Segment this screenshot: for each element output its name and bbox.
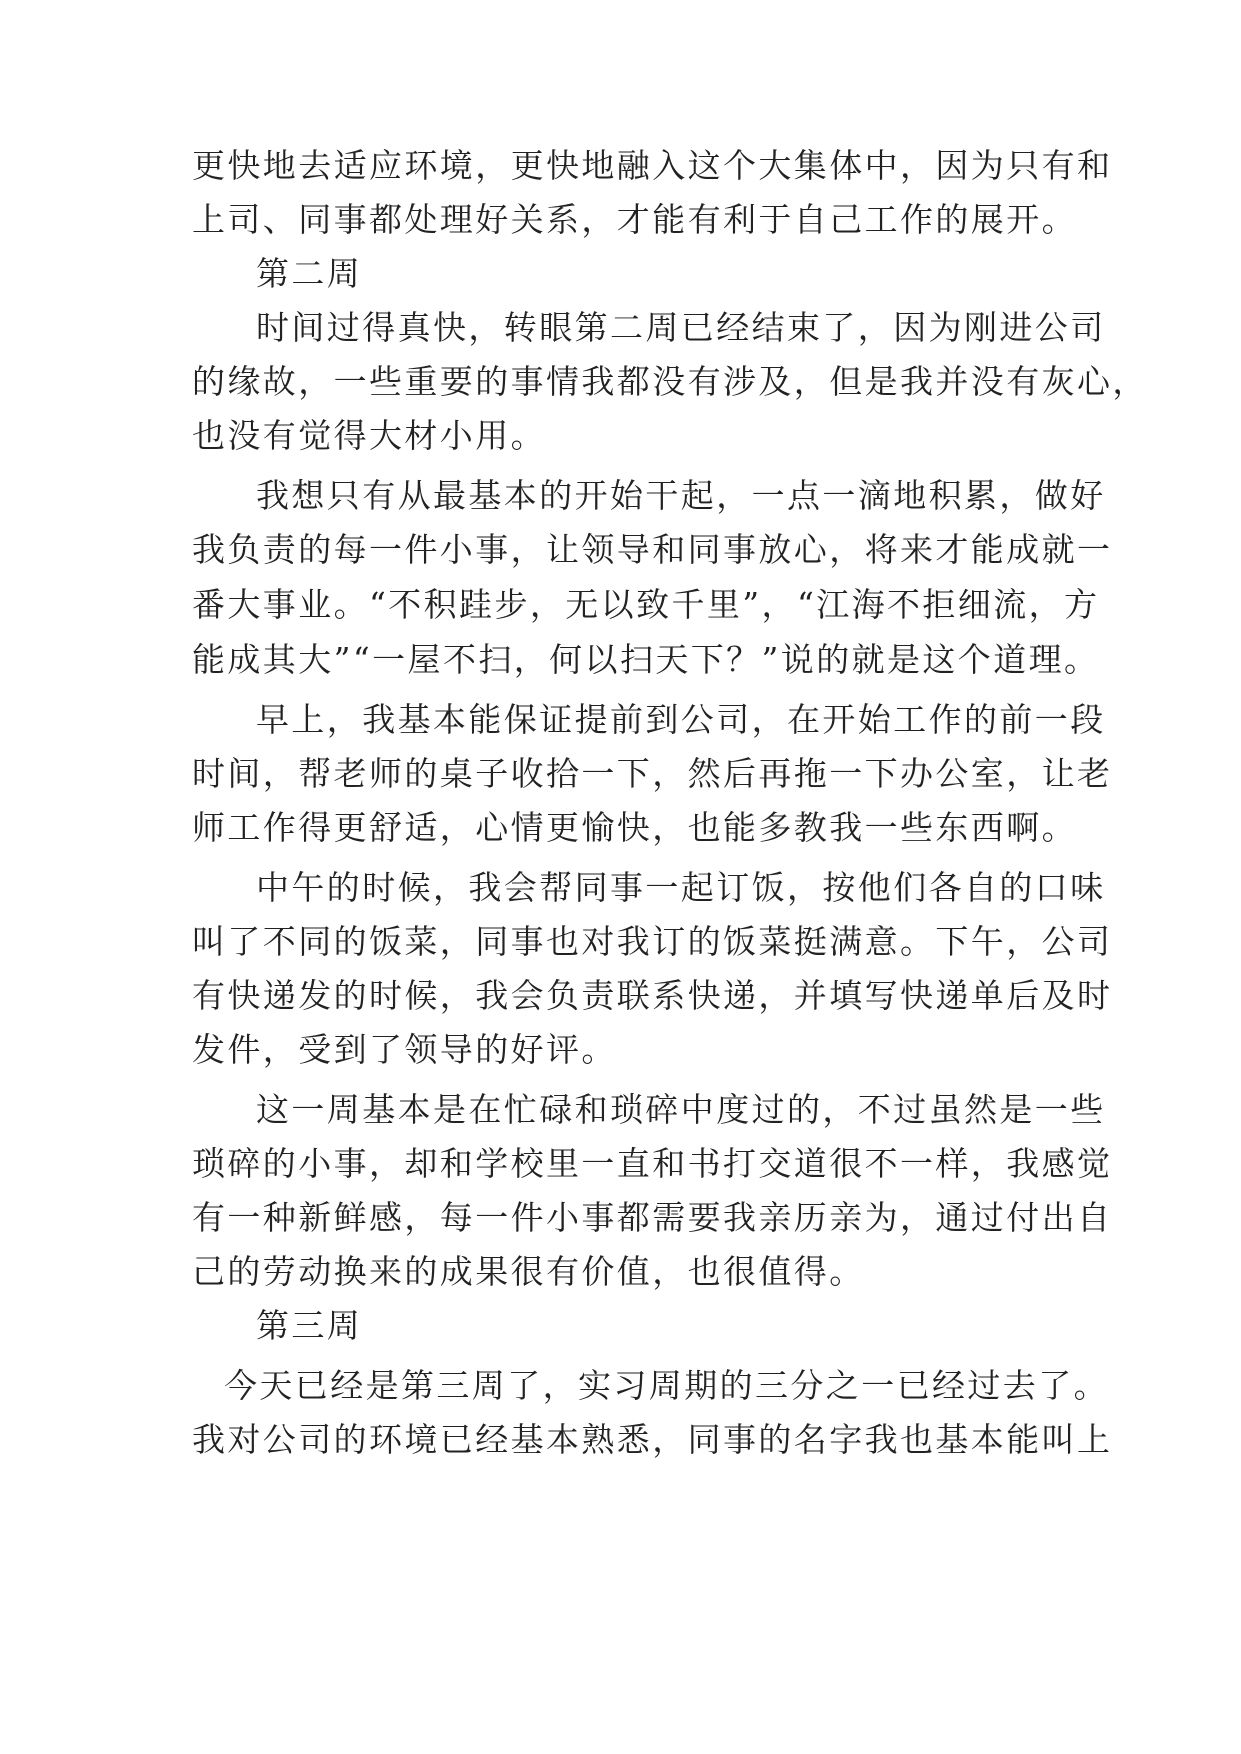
- text-line: 早上，我基本能保证提前到公司，在开始工作的前一段: [256, 700, 1106, 739]
- text-line: 能成其大”“一屋不扫，何以扫天下？”说的就是这个道理。: [192, 640, 1100, 679]
- text-line: 师工作得更舒适，心情更愉快，也能多教我一些东西啊。: [192, 808, 1077, 847]
- text-line: 有一种新鲜感，每一件小事都需要我亲历亲为，通过付出自: [192, 1198, 1113, 1237]
- text-line: 己的劳动换来的成果很有价值，也很值得。: [192, 1252, 865, 1291]
- text-line: 发件，受到了领导的好评。: [192, 1030, 617, 1069]
- text-line: 更快地去适应环境，更快地融入这个大集体中，因为只有和: [192, 146, 1113, 185]
- text-line: 时间，帮老师的桌子收拾一下，然后再拖一下办公室，让老: [192, 754, 1113, 793]
- text-line: 今天已经是第三周了，实习周期的三分之一已经过去了。: [224, 1366, 1109, 1405]
- text-line: 中午的时候，我会帮同事一起订饭，按他们各自的口味: [256, 868, 1106, 907]
- text-line: 时间过得真快，转眼第二周已经结束了，因为刚进公司: [256, 308, 1106, 347]
- text-line: 琐碎的小事，却和学校里一直和书打交道很不一样，我感觉: [192, 1144, 1113, 1183]
- text-line: 我想只有从最基本的开始干起，一点一滴地积累，做好: [256, 476, 1106, 515]
- text-line: 上司、同事都处理好关系，才能有利于自己工作的展开。: [192, 200, 1077, 239]
- section-heading: 第二周: [256, 254, 363, 293]
- text-line: 我负责的每一件小事，让领导和同事放心，将来才能成就一: [192, 530, 1113, 569]
- text-line: 也没有觉得大材小用。: [192, 416, 546, 455]
- text-line: 叫了不同的饭菜，同事也对我订的饭菜挺满意。下午，公司: [192, 922, 1113, 961]
- text-line: 我对公司的环境已经基本熟悉，同事的名字我也基本能叫上: [192, 1420, 1113, 1459]
- section-heading: 第三周: [256, 1306, 363, 1345]
- text-line: 这一周基本是在忙碌和琐碎中度过的，不过虽然是一些: [256, 1090, 1106, 1129]
- text-line: 有快递发的时候，我会负责联系快递，并填写快递单后及时: [192, 976, 1113, 1015]
- text-line: 番大事业。“不积跬步，无以致千里”，“江海不拒细流，方: [192, 585, 1100, 624]
- text-line: 的缘故，一些重要的事情我都没有涉及，但是我并没有灰心，: [192, 362, 1148, 401]
